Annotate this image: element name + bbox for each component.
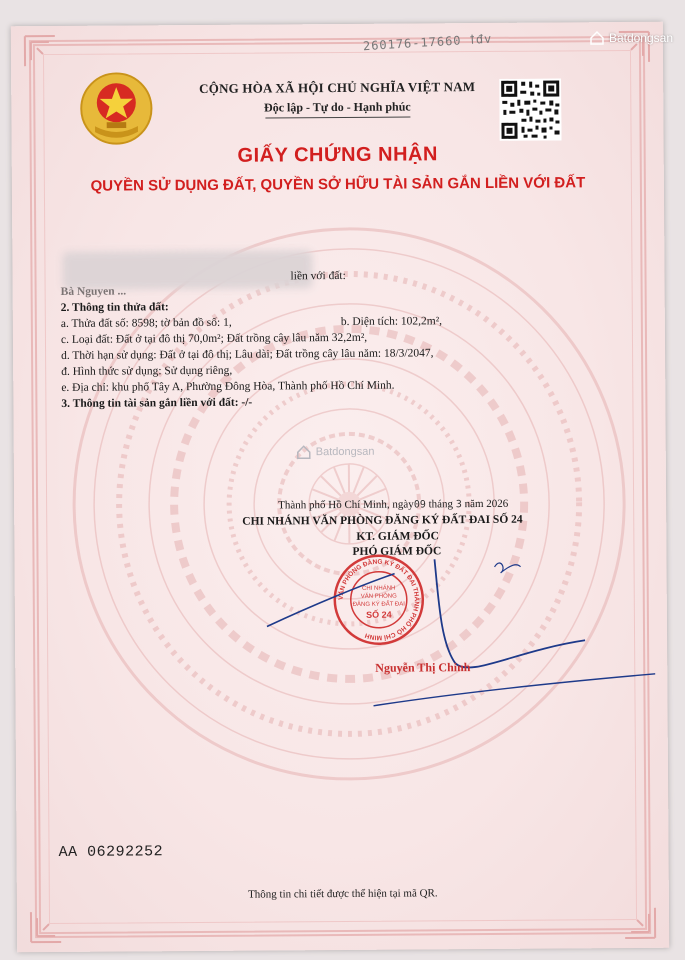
svg-text:ĐĂNG KÝ ĐẤT ĐAI: ĐĂNG KÝ ĐẤT ĐAI <box>352 601 405 608</box>
section1-partial-heading: liền với đất: <box>290 269 346 283</box>
qr-note: Thông tin chi tiết được thể hiện tại mã QR. <box>248 887 438 901</box>
parcel-address: e. Địa chỉ: khu phố Tây A, Phường Đông Hòa, Thành phố Hồ Chí Minh. <box>61 379 395 394</box>
nation-motto: Độc lập - Tự do - Hạnh phúc <box>263 99 411 115</box>
owner-name-partial: Bà Nguyen ... <box>60 285 127 298</box>
issue-date: Thành phố Hồ Chí Minh, ngày09 tháng 3 năm 2026 <box>278 497 509 512</box>
corner-ornament-icon <box>623 906 657 940</box>
parcel-number: a. Thửa đất số: 8598; tờ bản đồ số: 1, <box>60 316 232 330</box>
qr-code[interactable] <box>499 78 561 140</box>
signer-name: Nguyễn Thị Chinh <box>375 660 471 675</box>
parcel-area: b. Diện tích: 102,2m², <box>340 315 443 328</box>
redacted-owner-info <box>62 250 312 290</box>
serial-number: AA 06292252 <box>58 843 164 861</box>
corner-ornament-icon <box>23 34 57 68</box>
handwritten-signature <box>254 542 655 715</box>
svg-text:VĂN PHÒNG: VĂN PHÒNG <box>360 593 397 600</box>
section2-title: 2. Thông tin thửa đất: <box>60 301 169 314</box>
national-header <box>11 78 663 121</box>
watermark-center: Batdongsan <box>296 444 375 461</box>
house-logo-icon <box>296 444 312 460</box>
nation-title: CỘNG HÒA XÃ HỘI CHỦ NGHĨA VIỆT NAM <box>199 79 476 96</box>
svg-text:CHI NHÁNH: CHI NHÁNH <box>362 585 396 592</box>
deputy-director: PHÓ GIÁM ĐỐC <box>352 545 442 558</box>
watermark-top: Batdongsan <box>589 30 673 46</box>
svg-text:VĂN PHÒNG ĐĂNG KÝ ĐẤT ĐAI THÀN: VĂN PHÒNG ĐĂNG KÝ ĐẤT ĐAI THÀNH PHỐ HỒ CHÍ MINH <box>337 558 420 641</box>
usage-form: đ. Hình thức sử dụng: Sử dụng riêng, <box>61 364 233 378</box>
usage-term: d. Thời hạn sử dụng: Đất ở tại đô thị; Lâu dài; Đất trồng cây lâu năm: 18/3/2047, <box>61 347 434 362</box>
land-type: c. Loại đất: Đất ở tại đô thị 70,0m²; Đất trồng cây lâu năm 32,2m², <box>60 331 368 346</box>
house-logo-icon <box>589 30 605 46</box>
certificate-paper <box>11 22 669 953</box>
svg-text:SỐ 24: SỐ 24 <box>366 609 392 620</box>
certificate-subtitle: QUYỀN SỬ DỤNG ĐẤT, QUYỀN SỞ HỮU TÀI SẢN GẮN LIỀN VỚI ĐẤT <box>90 174 586 195</box>
corner-ornament-icon <box>29 910 63 944</box>
certificate-title: GIẤY CHỨNG NHẬN <box>237 143 438 167</box>
handwritten-note: 260176-17660 ꝉđv <box>362 31 493 54</box>
kt-director: KT. GIÁM ĐỐC <box>356 530 439 543</box>
section3-title: 3. Thông tin tài sản gắn liền với đất: -/- <box>61 396 253 410</box>
issuing-office: CHI NHÁNH VĂN PHÒNG ĐĂNG KÝ ĐẤT ĐAI SỐ 24 <box>242 513 523 528</box>
